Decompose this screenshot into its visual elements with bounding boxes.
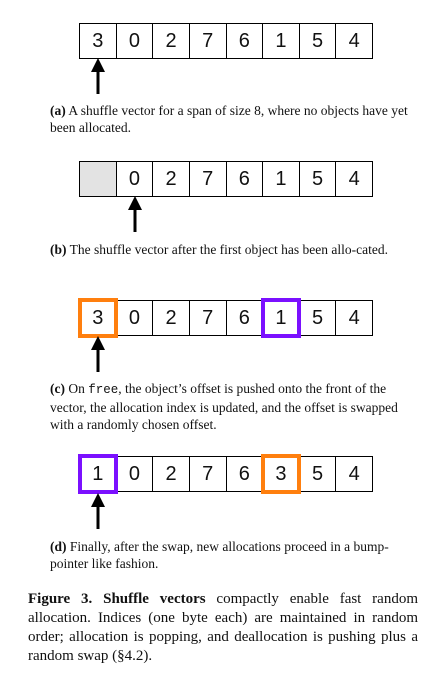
vector-cell: 0 bbox=[117, 24, 154, 58]
random-swap-cell: 1 bbox=[263, 301, 300, 335]
caption-d bbox=[50, 538, 410, 572]
vector-cell: 3 bbox=[80, 24, 117, 58]
figure-bold-title: Shuffle vectors bbox=[103, 591, 206, 607]
vector-cell: 6 bbox=[227, 301, 264, 335]
caption-text: Finally, after the swap, new allocations proceed in a bump-pointer like fashion. bbox=[50, 539, 389, 571]
vector-cell: 5 bbox=[300, 457, 337, 491]
vector-cell: 2 bbox=[153, 162, 190, 196]
empty-vector-cell bbox=[80, 162, 117, 196]
vector-cell: 4 bbox=[348, 167, 360, 190]
allocation-index-arrow-icon bbox=[90, 58, 106, 94]
caption-code: free bbox=[88, 383, 119, 397]
vector-cell: 7 bbox=[190, 162, 227, 196]
vector-cell: 6 bbox=[227, 457, 264, 491]
shuffle-vector-b bbox=[79, 161, 373, 197]
allocation-index-arrow-icon bbox=[90, 493, 106, 529]
vector-cell: 5 bbox=[300, 301, 337, 335]
vector-cell: 1 bbox=[263, 162, 300, 196]
vector-cell: 4 bbox=[348, 29, 360, 52]
shuffle-vector-d bbox=[79, 456, 373, 492]
vector-cell: 6 bbox=[227, 162, 264, 196]
vector-cell: 0 bbox=[117, 162, 154, 196]
caption-a bbox=[50, 102, 410, 136]
figure-label: Figure 3. bbox=[28, 591, 93, 607]
caption-c bbox=[50, 380, 410, 433]
vector-cell: 2 bbox=[153, 457, 190, 491]
allocation-index-arrow-icon bbox=[90, 336, 106, 372]
vector-cell: 5 bbox=[300, 162, 337, 196]
vector-cell: 4 bbox=[348, 306, 360, 329]
vector-cell: 0 bbox=[117, 457, 154, 491]
vector-cell: 2 bbox=[153, 24, 190, 58]
pushed-offset-cell: 3 bbox=[80, 301, 117, 335]
vector-cell: 1 bbox=[263, 24, 300, 58]
caption-label: (c) bbox=[50, 381, 65, 396]
caption-label: (b) bbox=[50, 242, 67, 257]
vector-cell: 7 bbox=[190, 301, 227, 335]
vector-cell: 7 bbox=[190, 24, 227, 58]
shuffle-vector-a bbox=[79, 23, 373, 59]
swapped-offset-cell: 3 bbox=[263, 457, 300, 491]
caption-text: The shuffle vector after the first object has been allo-cated. bbox=[66, 242, 388, 257]
vector-cell: 6 bbox=[227, 24, 264, 58]
figure-caption bbox=[28, 590, 418, 666]
caption-text-pre: On bbox=[64, 381, 89, 396]
vector-cell: 0 bbox=[117, 301, 154, 335]
caption-text: A shuffle vector for a span of size 8, where no objects have yet been allocated. bbox=[50, 103, 408, 135]
caption-label: (a) bbox=[50, 103, 66, 118]
caption-label: (d) bbox=[50, 539, 67, 554]
vector-cell: 2 bbox=[153, 301, 190, 335]
vector-cell: 7 bbox=[190, 457, 227, 491]
vector-cell: 4 bbox=[348, 462, 360, 485]
figure-caption-text: compactly enable fast random allocation. Indices (one byte each) are maintained in random order; allocation is popping, and deallocation is pushing plus a random swap (§4.2). bbox=[28, 591, 418, 664]
caption-text: , the object’s offset is pushed onto the front of the vector, the allocation index is updated, and the offset is swapped with a randomly chosen offset. bbox=[50, 381, 398, 432]
allocation-index-arrow-icon bbox=[127, 196, 143, 232]
vector-cell: 5 bbox=[300, 24, 337, 58]
caption-b bbox=[50, 241, 410, 258]
shuffle-vector-c bbox=[79, 300, 373, 336]
swapped-offset-cell: 1 bbox=[80, 457, 117, 491]
